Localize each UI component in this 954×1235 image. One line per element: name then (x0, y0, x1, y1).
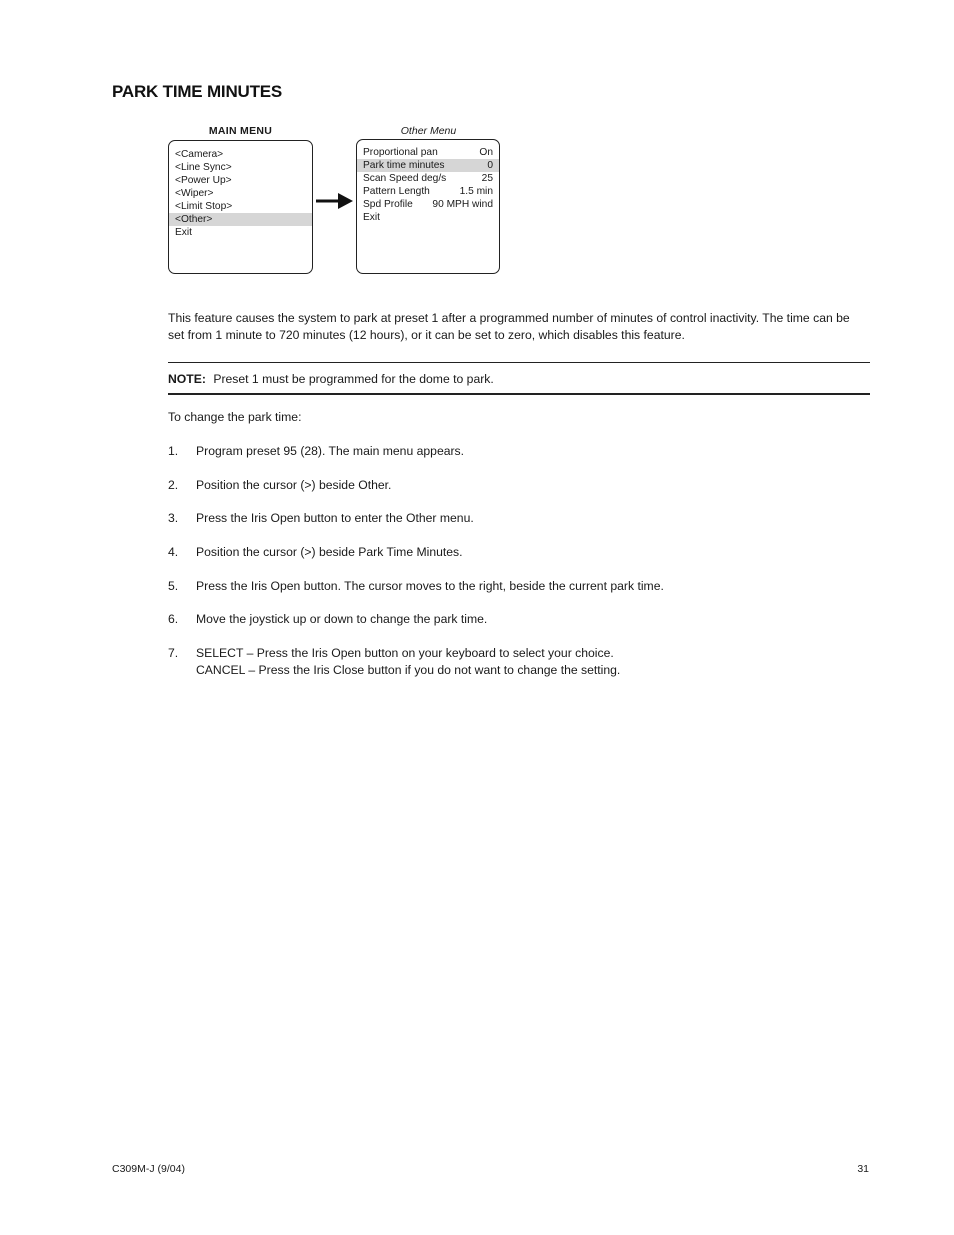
main-menu-box (168, 140, 313, 274)
main-menu-item-label: <Camera> (175, 149, 224, 160)
main-menu-item (169, 148, 312, 161)
step-number: 5. (168, 579, 179, 593)
main-menu-item-label: <Line Sync> (175, 162, 232, 173)
main-menu-item (169, 226, 312, 239)
other-menu-item (357, 211, 499, 224)
other-menu-item-label: Park time minutes (363, 160, 445, 171)
main-menu-item (169, 200, 312, 213)
main-menu-item-label: <Other> (175, 214, 213, 225)
note-text: Preset 1 must be programmed for the dome to park. (213, 372, 494, 386)
step-text: Position the cursor (>) beside Park Time Minutes. (196, 545, 463, 559)
other-menu-item-value: 90 MPH wind (432, 199, 493, 210)
step-text: SELECT – Press the Iris Open button on your keyboard to select your choice. (196, 646, 614, 660)
step-number: 1. (168, 444, 179, 458)
right-arrow-icon (316, 192, 354, 210)
other-menu-item (357, 198, 499, 211)
other-menu-item (357, 146, 499, 159)
step-text: Program preset 95 (28). The main menu appears. (196, 444, 465, 458)
other-menu-item (357, 159, 499, 172)
note-top-rule (168, 362, 870, 363)
page-heading: PARK TIME MINUTES (112, 82, 283, 101)
main-menu-item-label: <Power Up> (175, 175, 232, 186)
main-menu-item-label: <Limit Stop> (175, 201, 233, 212)
step-item (168, 645, 868, 679)
other-menu-item-label: Exit (363, 212, 380, 223)
other-menu-item-label: Pattern Length (363, 186, 430, 197)
note-label: NOTE: (168, 372, 206, 386)
other-menu-item-value: 0 (487, 160, 493, 171)
other-menu-item (357, 185, 499, 198)
other-menu-item (357, 172, 499, 185)
other-menu-item-value: On (479, 147, 493, 158)
footer-page-number: 31 (857, 1163, 869, 1175)
other-menu-item-label: Spd Profile (363, 199, 413, 210)
step-number: 2. (168, 478, 179, 492)
step-text: Press the Iris Open button to enter the Other menu. (196, 511, 474, 525)
main-menu-item-label: Exit (175, 227, 192, 238)
step-text: CANCEL – Press the Iris Close button if you do not want to change the setting. (196, 663, 621, 677)
note-bottom-rule (168, 393, 870, 395)
main-menu-item (169, 174, 312, 187)
main-menu-title: MAIN MENU (208, 125, 273, 137)
note (168, 371, 868, 388)
other-menu-title: Other Menu (400, 125, 457, 137)
other-menu-item-label: Scan Speed deg/s (363, 173, 447, 184)
step-number: 7. (168, 646, 179, 660)
main-menu-item (169, 187, 312, 200)
main-menu-item (169, 161, 312, 174)
step-text: Move the joystick up or down to change the park time. (196, 612, 488, 626)
other-menu-item-value: 25 (481, 173, 493, 184)
other-menu-item-value: 1.5 min (459, 186, 493, 197)
other-menu-item-label: Proportional pan (363, 147, 438, 158)
step-text: Position the cursor (>) beside Other. (196, 478, 392, 492)
feature-description: This feature causes the system to park at preset 1 after a programmed number of minutes of control inactivity. The time can be set from 1 minute to 720 minutes (12 hours), or it can be set to zero, which disables this feature. (168, 311, 850, 342)
step-text: Press the Iris Open button. The cursor moves to the right, beside the current park time. (196, 579, 664, 593)
step-number: 4. (168, 545, 179, 559)
main-menu-item (169, 213, 312, 226)
steps-intro: To change the park time: (168, 410, 302, 424)
main-menu-item-label: <Wiper> (175, 188, 214, 199)
step-number: 3. (168, 511, 179, 525)
footer-doc-id: C309M-J (9/04) (112, 1163, 185, 1175)
other-menu-box (356, 139, 500, 274)
step-number: 6. (168, 612, 179, 626)
